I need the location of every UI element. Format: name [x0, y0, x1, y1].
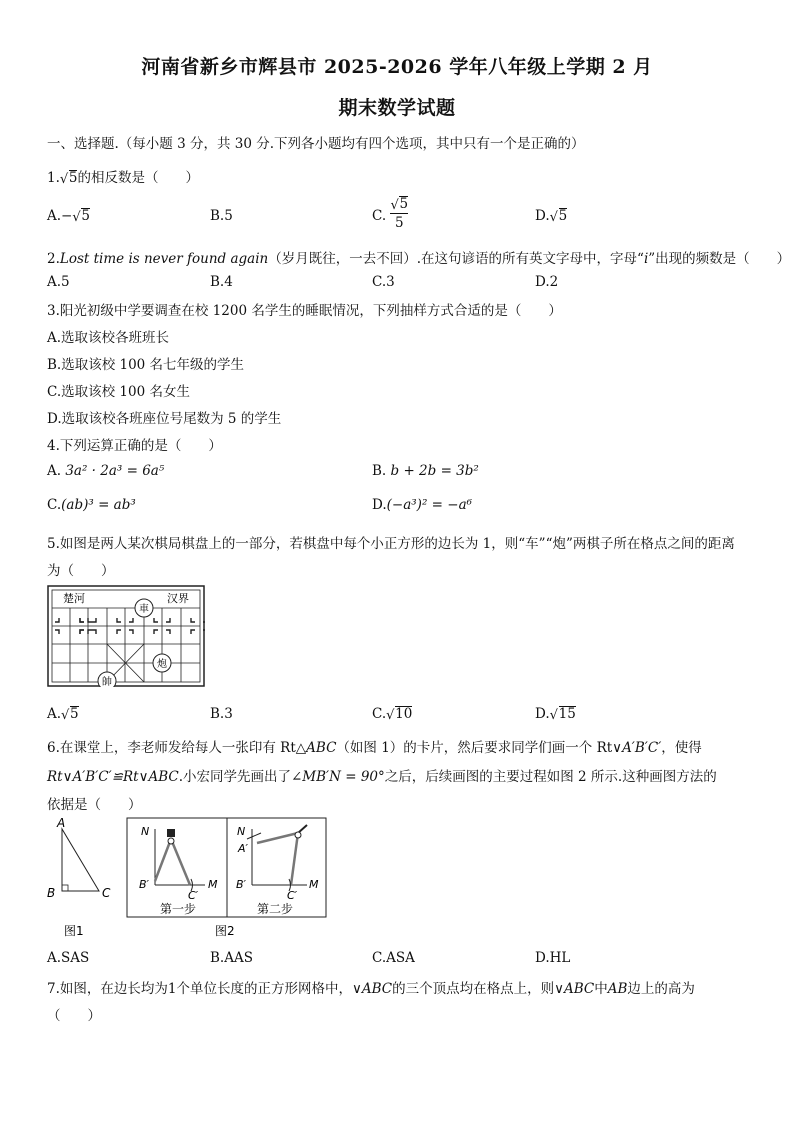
q6-stem-line3: 依据是（ ）	[47, 797, 142, 813]
svg-text:C′: C′	[287, 889, 298, 902]
q6-option-b[interactable]: B.AAS	[210, 950, 253, 966]
svg-text:A′: A′	[238, 842, 249, 855]
exam-title-line1: 河南省新乡市辉县市 2025-2026 学年八年级上学期 2 月	[141, 56, 653, 78]
svg-text:A: A	[57, 816, 66, 830]
river-label-left: 楚河	[63, 592, 85, 605]
q2-option-a[interactable]: A.5	[47, 274, 70, 290]
q2-option-c[interactable]: C.3	[372, 274, 395, 290]
section-heading: 一、选择题.（每小题 3 分，共 30 分.下列各小题均有四个选项，其中只有一个是正确的）	[47, 136, 585, 152]
figure1-triangle	[47, 816, 111, 900]
step2-drawing	[236, 825, 319, 916]
sqrt-symbol: √ 5	[59, 170, 78, 187]
piece-che	[135, 599, 153, 617]
q1-option-d[interactable]: D. √ 5	[535, 208, 568, 225]
q6-option-d[interactable]: D.HL	[535, 950, 571, 966]
figure1-caption: 图1	[64, 924, 84, 938]
svg-text:M: M	[309, 878, 319, 891]
q5-stem-line2: 为（ ）	[47, 563, 115, 579]
q3-option-c[interactable]: C.选取该校 100 名女生	[47, 384, 190, 400]
sqrt-symbol: √ 10	[386, 706, 413, 723]
q1-option-a[interactable]: A.− √ 5	[47, 208, 90, 225]
svg-text:炮: 炮	[157, 659, 167, 670]
q5-option-d[interactable]: D. √ 15	[535, 706, 576, 723]
piece-pao	[153, 654, 171, 672]
svg-text:車: 車	[139, 604, 149, 615]
q3-option-b[interactable]: B.选取该校 100 名七年级的学生	[47, 357, 245, 373]
river-label-right: 汉界	[167, 592, 189, 605]
step2-label: 第二步	[257, 902, 294, 916]
sqrt-symbol: √ 5	[390, 196, 409, 213]
q1-stem: 1. √ 5的相反数是（ ）	[47, 170, 199, 187]
q7-stem-line1: 7.如图，在边长均为1个单位长度的正方形网格中，∨ABC的三个顶点均在格点上，则∨ABC中AB边上的高为	[47, 981, 695, 997]
q3-option-a[interactable]: A.选取该校各班班长	[47, 330, 170, 346]
q4-option-a[interactable]: A. 3a² · 2a³ = 6a⁵	[47, 463, 165, 479]
step1-label: 第一步	[160, 902, 197, 916]
q6-stem-line1: 6.在课堂上，李老师发给每人一张印有 Rt△ABC（如图 1）的卡片，然后要求同学们画一个 Rt∨A′B′C′，使得	[47, 740, 702, 756]
q5-option-a[interactable]: A. √ 5	[47, 706, 79, 723]
q6-option-a[interactable]: A.SAS	[47, 950, 90, 966]
sqrt-symbol: √ 15	[549, 706, 576, 723]
figure2-caption: 图2	[215, 924, 235, 938]
step1-drawing	[139, 825, 218, 916]
q2-option-b[interactable]: B.4	[210, 274, 233, 290]
svg-text:C: C	[102, 886, 111, 900]
svg-text:帥: 帥	[102, 677, 112, 687]
sqrt-symbol: √ 5	[61, 706, 79, 723]
svg-text:B′: B′	[139, 878, 150, 891]
piece-shuai	[98, 672, 116, 687]
q7-stem-line2: （ ）	[47, 1008, 101, 1024]
q5-option-c[interactable]: C. √ 10	[372, 706, 413, 723]
svg-text:C′: C′	[188, 889, 199, 902]
chessboard-figure	[47, 585, 205, 687]
q3-stem: 3.阳光初级中学要调查在校 1200 名学生的睡眠情况，下列抽样方式合适的是（ ）	[47, 303, 562, 319]
svg-text:B′: B′	[236, 878, 247, 891]
sqrt-symbol: √ 5	[72, 208, 90, 225]
q5-option-b[interactable]: B.3	[210, 706, 233, 722]
svg-text:N: N	[237, 825, 246, 838]
q4-option-c[interactable]: C.(ab)³ = ab³	[47, 497, 136, 513]
q6-option-c[interactable]: C.ASA	[372, 950, 415, 966]
q3-option-d[interactable]: D.选取该校各班座位号尾数为 5 的学生	[47, 411, 282, 427]
q4-stem: 4.下列运算正确的是（ ）	[47, 438, 222, 454]
q4-option-b[interactable]: B. b + 2b = 3b²	[372, 463, 479, 479]
q2-stem: 2.Lost time is never found again（岁月既往，一去不回）.在这句谚语的所有英文字母中，字母“i”出现的频数是（ ）	[47, 251, 791, 267]
q1-option-b[interactable]: B.5	[210, 208, 233, 224]
q1-option-c[interactable]: C. √ 5 5	[372, 196, 409, 231]
svg-text:N: N	[141, 825, 150, 838]
svg-text:M: M	[208, 878, 218, 891]
q5-stem-line1: 5.如图是两人某次棋局棋盘上的一部分，若棋盘中每个小正方形的边长为 1，则“车”“炮”两棋子所在格点之间的距离	[47, 536, 735, 552]
exam-title-line2: 期末数学试题	[338, 97, 456, 119]
svg-text:B: B	[47, 886, 56, 900]
q4-option-d[interactable]: D.(−a³)² = −a⁶	[372, 497, 473, 513]
q2-option-d[interactable]: D.2	[535, 274, 559, 290]
sqrt-symbol: √ 5	[549, 208, 568, 225]
q6-stem-line2: Rt∨A′B′C′≌Rt∨ABC.小宏同学先画出了∠MB′N = 90°之后，后续画图的主要过程如图 2 所示.这种画图方法的	[47, 769, 717, 785]
q6-figures	[45, 815, 335, 945]
